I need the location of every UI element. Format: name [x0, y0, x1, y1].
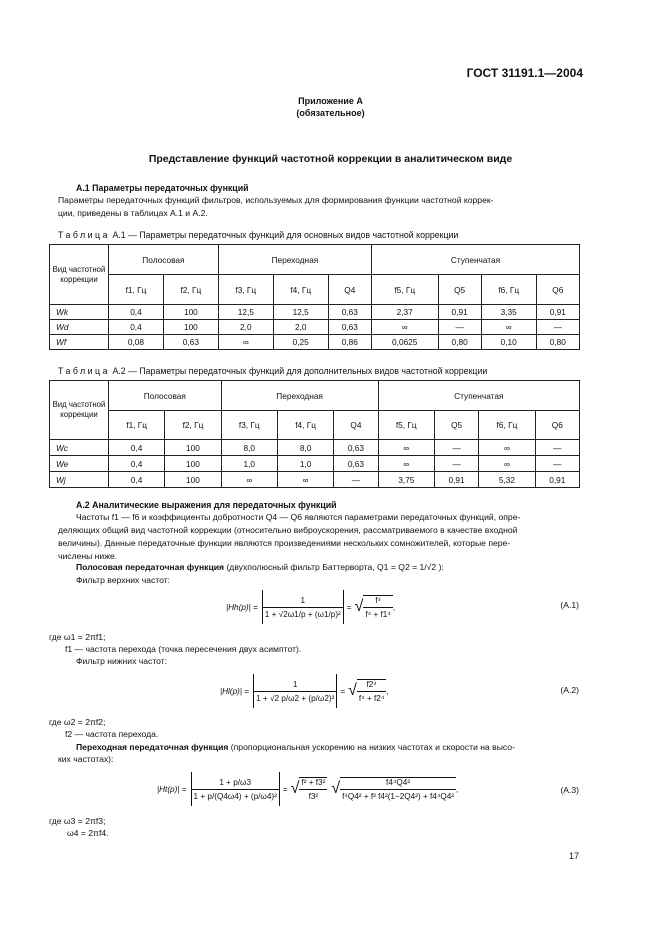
table2-group-band: Полосовая [109, 381, 222, 411]
table1-col: Q4 [328, 275, 371, 305]
eq3-sqrt-b-den: f⁴Q4² + f² f4²(1−2Q4²) + f4⁴Q4² [342, 792, 455, 801]
eq3-equals: = [282, 784, 288, 794]
cell: 3,75 [378, 472, 434, 488]
table2-caption [58, 366, 487, 376]
cell: 0,91 [536, 305, 579, 320]
cell: 0,63 [328, 305, 371, 320]
eq3-sqrt-b-num: f4⁴Q4² [340, 778, 456, 790]
cell: ∞ [221, 472, 277, 488]
where-1: где ω1 = 2πf1; [49, 632, 106, 642]
cell: 1,0 [221, 456, 277, 472]
eq3-number: (А.3) [560, 785, 579, 795]
table1-caption-label: Таблица [58, 230, 110, 240]
cell: 100 [163, 320, 218, 335]
cell: 0,4 [109, 305, 164, 320]
where-2: где ω2 = 2πf2; [49, 717, 106, 727]
cell: ∞ [218, 335, 273, 350]
cell: ∞ [481, 320, 536, 335]
table2-group-step: Ступенчатая [378, 381, 579, 411]
cell: — [434, 456, 478, 472]
cell: ∞ [378, 440, 434, 456]
section-a2-title: А.2 Аналитические выражения для передаточных функций [76, 500, 337, 510]
transition-desc: (пропорциональная ускорению на низких частотах и скорости на высо- [228, 742, 515, 752]
table-row [50, 305, 580, 320]
cell: 100 [165, 472, 221, 488]
eq2-sqrt [357, 679, 386, 703]
cell: 100 [165, 440, 221, 456]
eq2-lhs: |Hl(p)| = [220, 686, 250, 696]
table1-group-transition: Переходная [218, 245, 371, 275]
table2-col: f3, Гц [221, 411, 277, 440]
cell: ∞ [479, 456, 535, 472]
cell: 0,4 [109, 472, 165, 488]
table1-col: f6, Гц [481, 275, 536, 305]
transition-title: Переходная передаточная функция [76, 742, 229, 752]
eq2-sqrt-num: f2⁴ [357, 680, 386, 692]
eq1-den: 1 + √2ω1/p + (ω1/p)² [264, 609, 341, 619]
cell: 0,08 [109, 335, 164, 350]
table2-col: Q5 [434, 411, 478, 440]
row-name: Wc [50, 440, 109, 456]
eq3-sqrt-a-num: f² + f3² [299, 778, 327, 790]
row-name: Wd [50, 320, 109, 335]
table2-col: Q6 [535, 411, 579, 440]
eq2-num: 1 [254, 680, 336, 692]
equation-a1: |Hh(p)| = $\frac{1}{\text{1 + √2ω1/p + (ω1/p)²}}$ = √ $\frac{\text{f⁴}}{\text{f⁴ + f1⁴}}$ , [226, 588, 395, 626]
table2-col: f2, Гц [165, 411, 221, 440]
cell: — [535, 456, 579, 472]
row-name: Wj [50, 472, 109, 488]
where-3: где ω3 = 2πf3; [49, 816, 106, 826]
cell: 0,4 [109, 320, 164, 335]
cell: 0,63 [163, 335, 218, 350]
cell: — [434, 440, 478, 456]
eq2-den: 1 + √2 p/ω2 + (p/ω2)² [256, 693, 335, 703]
cell: 5,32 [479, 472, 535, 488]
eq1-equals: = [346, 602, 352, 612]
table-row [50, 456, 580, 472]
eq2-number: (А.2) [560, 685, 579, 695]
table2-col: Q4 [334, 411, 378, 440]
cell: ∞ [479, 440, 535, 456]
cell: 0,91 [434, 472, 478, 488]
cell: 2,37 [371, 305, 438, 320]
eq3-sqrt-a [299, 777, 327, 801]
cell: — [535, 440, 579, 456]
table1-caption [58, 230, 458, 240]
document-code: ГОСТ 31191.1—2004 [466, 66, 583, 80]
where-2b: f2 — частота перехода. [65, 729, 159, 739]
section-a2-line-3: величины). Данные передаточные функции являются произведениями нескольких сомножителей, которые пере- [58, 538, 511, 548]
cell: 100 [163, 305, 218, 320]
cell: 0,80 [536, 335, 579, 350]
section-a2-line-1: Частоты f1 — f6 и коэффициенты добротности Q4 — Q6 являются параметрами передаточных функций, опре- [76, 512, 521, 522]
table-row [50, 335, 580, 350]
bandpass-desc: (двухполюсный фильтр Баттерворта, Q1 = Q2 = 1/√2 ): [224, 562, 444, 572]
table1-col: Q5 [438, 275, 481, 305]
cell: 0,63 [328, 320, 371, 335]
eq1-lhs: |Hh(p)| = [226, 602, 258, 612]
row-name: We [50, 456, 109, 472]
cell: 3,35 [481, 305, 536, 320]
table2-col: f6, Гц [479, 411, 535, 440]
section-a1-line-1: Параметры передаточных функций фильтров, используемых для формирования функции частотной коррек- [58, 195, 494, 205]
table1-col: f3, Гц [218, 275, 273, 305]
eq3-sqrt-a-den: f3² [308, 792, 319, 801]
appendix-status: (обязательное) [296, 108, 365, 118]
section-a1-title: А.1 Параметры передаточных функций [76, 183, 249, 193]
table1-col: f2, Гц [163, 275, 218, 305]
cell: 8,0 [221, 440, 277, 456]
eq2-fraction [254, 680, 336, 703]
table2-group-transition: Переходная [221, 381, 378, 411]
cell: 0,4 [109, 440, 165, 456]
table1-group-band: Полосовая [109, 245, 219, 275]
cell: 1,0 [277, 456, 333, 472]
highpass-label: Фильтр верхних частот: [76, 575, 171, 585]
eq3-sqrt-b [340, 777, 456, 801]
table1-col: f4, Гц [273, 275, 328, 305]
cell: 2,0 [273, 320, 328, 335]
table1-kind-header: Вид частотной коррекции [50, 245, 109, 305]
eq1-fraction [263, 596, 343, 619]
row-name: Wk [50, 305, 109, 320]
table1-col: f1, Гц [109, 275, 164, 305]
where-1b: f1 — частота перехода (точка пересечения двух асимптот). [65, 644, 302, 654]
table-row [50, 320, 580, 335]
eq3-den: 1 + p/(Q4ω4) + (p/ω4)² [193, 791, 277, 801]
section-a1-line-2: ции, приведены в таблицах А.1 и А.2. [58, 208, 208, 218]
transition-desc-2: ких частотах): [58, 754, 114, 764]
table2-caption-label: Таблица [58, 366, 110, 376]
bandpass-title: Полосовая передаточная функция [76, 562, 225, 572]
section-a2-line-4: числены ниже. [58, 551, 118, 561]
eq1-number: (А.1) [560, 600, 579, 610]
eq3-lhs: |Ht(p)| = [157, 784, 187, 794]
cell: 0,25 [273, 335, 328, 350]
eq1-num: 1 [263, 596, 343, 608]
cell: — [536, 320, 579, 335]
cell: 0,63 [334, 440, 378, 456]
bandpass-intro [76, 561, 580, 574]
section-a2-line-2: деляющих общий вид частотной коррекции (относительно виброускорения, рассматриваемого в качестве входной [58, 525, 518, 535]
eq1-sqrt [363, 595, 392, 619]
cell: — [334, 472, 378, 488]
page-heading: Представление функций частотной коррекции в аналитическом виде [148, 153, 513, 165]
cell: 0,4 [109, 456, 165, 472]
eq1-sqrt-num: f⁴ [363, 596, 392, 608]
cell: 0,86 [328, 335, 371, 350]
table1-col: Q6 [536, 275, 579, 305]
row-name: Wf [50, 335, 109, 350]
table2-col: f1, Гц [109, 411, 165, 440]
cell: 2,0 [218, 320, 273, 335]
where-3b: ω4 = 2πf4. [67, 828, 109, 838]
table2-caption-text: А.2 — Параметры передаточных функций для дополнительных видов частотной коррекции [112, 366, 488, 376]
table2-kind-header: Вид частотной коррекции [50, 381, 109, 440]
appendix-title: Приложение А [298, 96, 363, 106]
cell: 0,91 [535, 472, 579, 488]
page-number: 17 [568, 851, 579, 861]
table-row [50, 440, 580, 456]
eq1-sqrt-den: f⁴ + f1⁴ [365, 610, 391, 619]
cell: 0,63 [334, 456, 378, 472]
transition-intro [76, 741, 580, 754]
equation-a3: |Ht(p)| = $\frac{1 + p/\omega 3}{\text{1 + p/(Q4ω4) + (p/ω4)²}}$ = √ $\frac{\text{f² + f3²}}{\text{f3²}}$ √ $\frac{\text{f4⁴Q4²}}{\text{f⁴Q4² + f² f4²(1−2Q4²) + f4⁴Q4²}}$ , [157, 768, 458, 810]
cell: 0,91 [438, 305, 481, 320]
table-row [50, 472, 580, 488]
cell: ∞ [378, 456, 434, 472]
cell: 12,5 [273, 305, 328, 320]
cell: 12,5 [218, 305, 273, 320]
cell: 0,0625 [371, 335, 438, 350]
eq3-num: 1 + p/ω3 [192, 778, 279, 790]
table-a1 [49, 244, 580, 350]
eq2-equals: = [340, 686, 346, 696]
table2-col: f4, Гц [277, 411, 333, 440]
lowpass-label: Фильтр нижних частот: [76, 656, 168, 666]
table1-group-step: Ступенчатая [371, 245, 579, 275]
table-a2 [49, 380, 580, 488]
eq3-fraction [192, 778, 279, 801]
table1-col: f5, Гц [371, 275, 438, 305]
cell: ∞ [371, 320, 438, 335]
equation-a2: |Hl(p)| = $\frac{1}{\text{1 + √2 p/ω2 + (p/ω2)²}}$ = √ $\frac{\text{f2⁴}}{\text{f⁴ + f2⁴}}$ , [220, 672, 389, 710]
cell: 0,80 [438, 335, 481, 350]
cell: ∞ [277, 472, 333, 488]
cell: 100 [165, 456, 221, 472]
table2-col: f5, Гц [378, 411, 434, 440]
eq2-sqrt-den: f⁴ + f2⁴ [358, 694, 385, 703]
cell: — [438, 320, 481, 335]
cell: 8,0 [277, 440, 333, 456]
table1-caption-text: А.1 — Параметры передаточных функций для основных видов частотной коррекции [112, 230, 459, 240]
cell: 0,10 [481, 335, 536, 350]
